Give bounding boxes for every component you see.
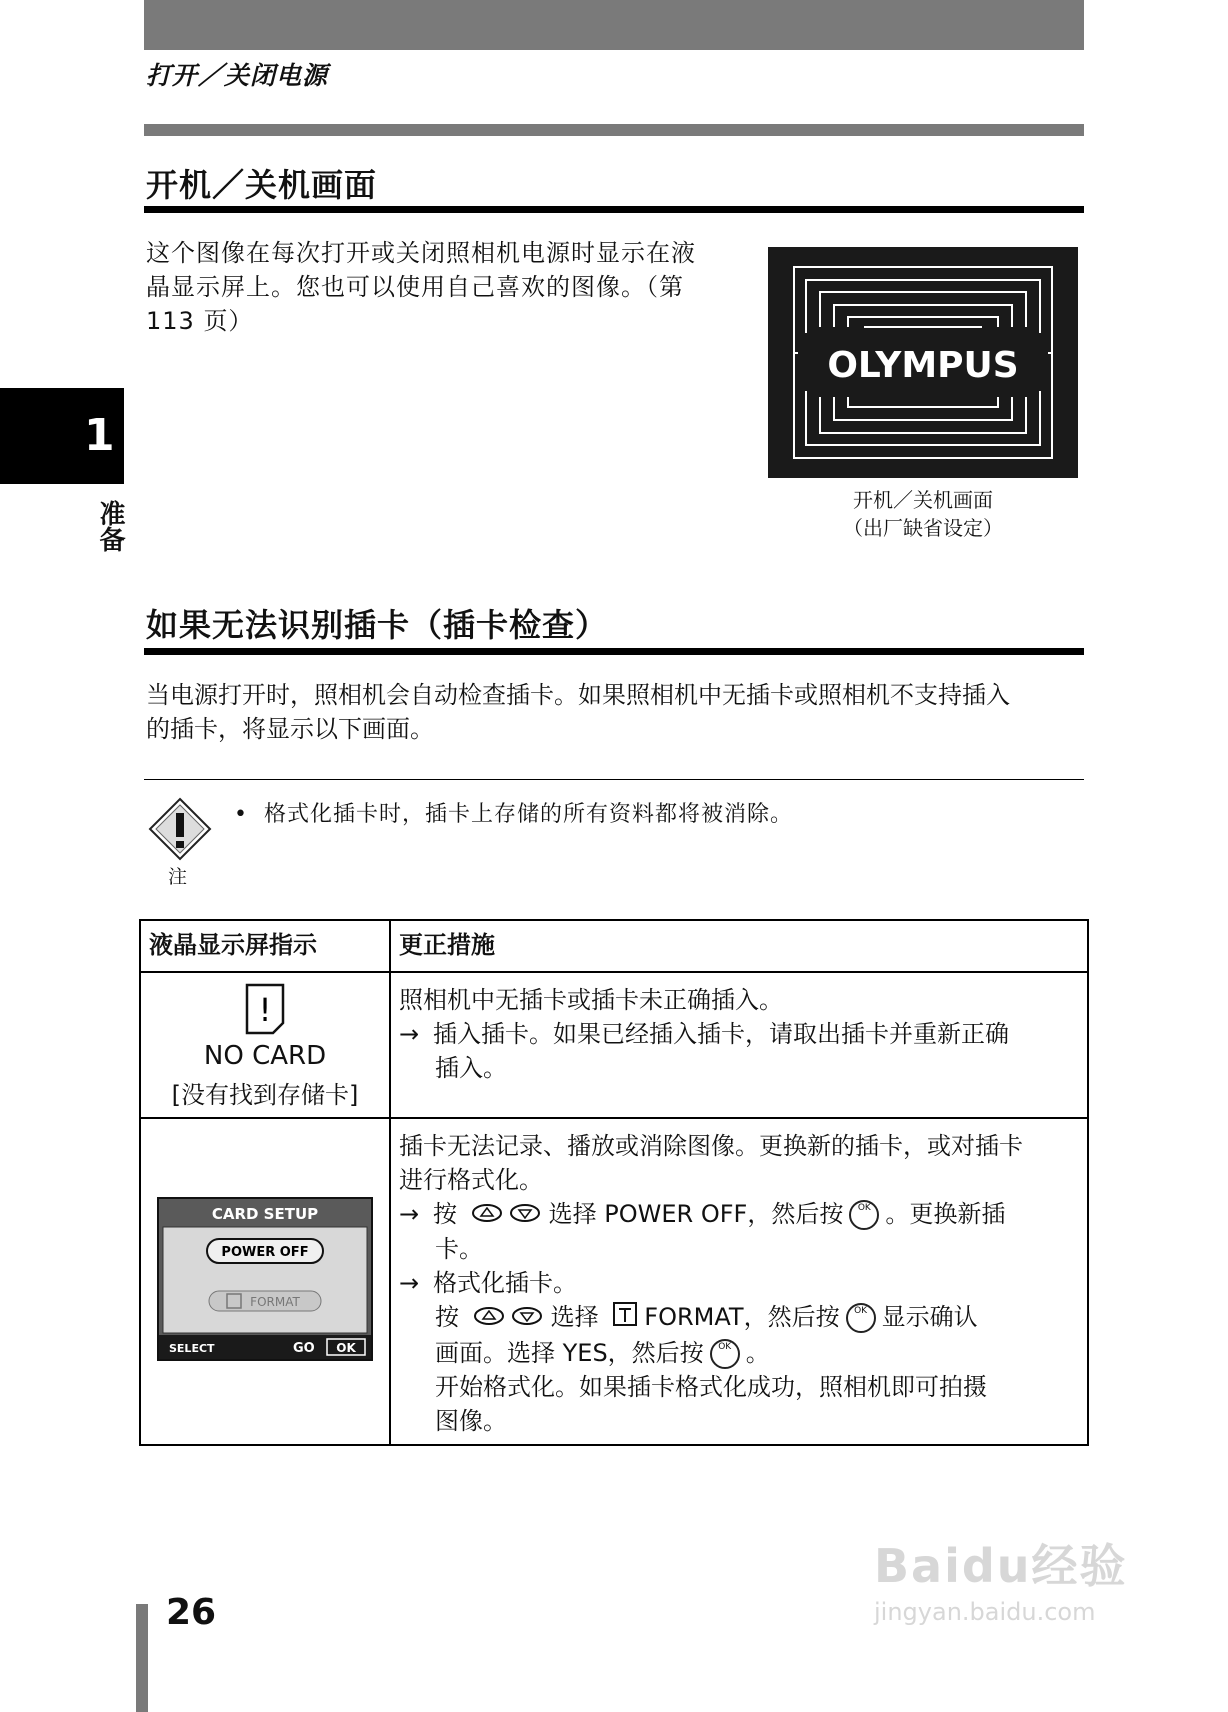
step-text: 画面。选择 YES，然后按 [435, 1338, 704, 1367]
section-header: 打开／关闭电源 [146, 61, 329, 90]
chapter-label: 准备 [95, 500, 125, 552]
format-icon [612, 1301, 638, 1336]
caution-icon [148, 797, 212, 865]
no-card-arrow-line [399, 1017, 1077, 1051]
no-card-subtitle: [没有找到存储卡] [171, 1081, 359, 1109]
section2-rule [144, 648, 1084, 655]
table-header-display: 液晶显示屏指示 [140, 920, 390, 972]
table-row [140, 1118, 1088, 1445]
up-down-arrow-buttons-icon [473, 1301, 545, 1335]
card-setup-line: 插卡无法记录、播放或消除图像。更换新的插卡，或对插卡 [399, 1132, 1023, 1160]
section1-line: 这个图像在每次打开或关闭照相机电源时显示在液 [146, 239, 696, 267]
note-rule [144, 779, 1084, 780]
screen-select-hint: SELECT [169, 1342, 215, 1356]
table-row [140, 972, 1088, 1118]
no-card-arrow-cont: 插入。 [435, 1054, 507, 1082]
card-setup-step-line [399, 1336, 1077, 1370]
section1-title: 开机／关机画面 [146, 166, 378, 204]
ok-button-icon: OK [710, 1339, 740, 1369]
section1-paragraph [146, 236, 746, 338]
image-caption-1: 开机／关机画面 [853, 488, 993, 512]
olympus-logo-text: OLYMPUS [827, 345, 1019, 386]
right-arrow-icon: → [399, 1269, 420, 1297]
card-setup-arrow-1 [399, 1197, 1077, 1232]
note-bullet: • [234, 802, 248, 827]
top-bar [144, 0, 1084, 50]
startup-screen-image [768, 247, 1078, 478]
step-text: 选择 [550, 1303, 599, 1331]
no-card-line: 照相机中无插卡或插卡未正确插入。 [399, 986, 783, 1014]
section2-line: 的插卡，将显示以下画面。 [146, 715, 434, 743]
card-setup-step-line: 开始格式化。如果插卡格式化成功，照相机即可拍摄 [435, 1372, 987, 1401]
card-setup-line: 进行格式化。 [399, 1166, 543, 1194]
watermark-brand: Baidu经验 [874, 1539, 1128, 1593]
screen-ok-hint: OK [336, 1341, 356, 1356]
step-text: 按 [433, 1200, 457, 1228]
right-arrow-icon: → [399, 1200, 420, 1228]
card-check-table [139, 919, 1089, 1446]
section2-line: 当电源打开时，照相机会自动检查插卡。如果照相机中无插卡或照相机不支持插入 [146, 681, 1010, 709]
no-card-action-cell [390, 972, 1088, 1118]
step-text: 显示确认 [881, 1303, 978, 1331]
card-setup-arrow-1-cont: 卡。 [435, 1235, 483, 1263]
step-text: FORMAT，然后按 [644, 1303, 840, 1331]
screen-option-format: FORMAT [250, 1295, 300, 1310]
up-down-arrow-buttons-icon [471, 1198, 543, 1232]
page-number-bar [136, 1604, 148, 1712]
image-caption-2: （出厂缺省设定） [843, 516, 1003, 540]
card-setup-step-line: 图像。 [435, 1406, 507, 1435]
section1-rule [144, 206, 1084, 213]
no-card-arrow-text: 插入插卡。如果已经插入插卡，请取出插卡并重新正确 [433, 1020, 1009, 1048]
step-text: 。 [745, 1338, 770, 1367]
card-setup-screen [157, 1197, 373, 1361]
no-card-title: NO CARD [203, 1041, 327, 1071]
card-warning-mark: ! [258, 991, 272, 1029]
chapter-number: 1 [84, 410, 115, 461]
step-text: 按 [435, 1303, 459, 1331]
screen-option-power-off: POWER OFF [221, 1245, 309, 1261]
card-setup-action-cell [390, 1118, 1088, 1445]
header-rule [144, 124, 1084, 136]
no-card-display-cell [140, 972, 390, 1118]
screen-title: CARD SETUP [211, 1205, 319, 1224]
note-label: 注 [168, 866, 188, 888]
watermark-url: jingyan.baidu.com [874, 1598, 1096, 1626]
step-text: 选择 POWER OFF，然后按 [548, 1200, 844, 1228]
ok-button-icon: OK [849, 1200, 879, 1230]
note-text [234, 797, 793, 828]
screen-go-hint: GO [293, 1341, 315, 1357]
baidu-watermark [874, 1530, 1128, 1626]
section2-paragraph [146, 678, 1096, 746]
card-setup-step-line [399, 1300, 1077, 1336]
step-text: 。更换新插 [885, 1200, 1006, 1228]
step-text: 格式化插卡。 [433, 1269, 577, 1297]
ok-button-icon: OK [846, 1303, 876, 1333]
card-setup-arrow-2 [399, 1266, 1077, 1300]
card-warning-icon [245, 983, 285, 1035]
olympus-logo-graphic [768, 247, 1078, 478]
section1-line: 113 页） [146, 307, 254, 335]
card-setup-display-cell [140, 1118, 390, 1445]
page-number: 26 [166, 1592, 217, 1633]
table-header-action: 更正措施 [390, 920, 1088, 972]
section1-line: 晶显示屏上。您也可以使用自己喜欢的图像。（第 [146, 273, 684, 301]
section2-title: 如果无法识别插卡（插卡检查） [146, 606, 609, 644]
note-body: 格式化插卡时，插卡上存储的所有资料都将被消除。 [263, 802, 793, 827]
right-arrow-icon: → [399, 1020, 420, 1048]
